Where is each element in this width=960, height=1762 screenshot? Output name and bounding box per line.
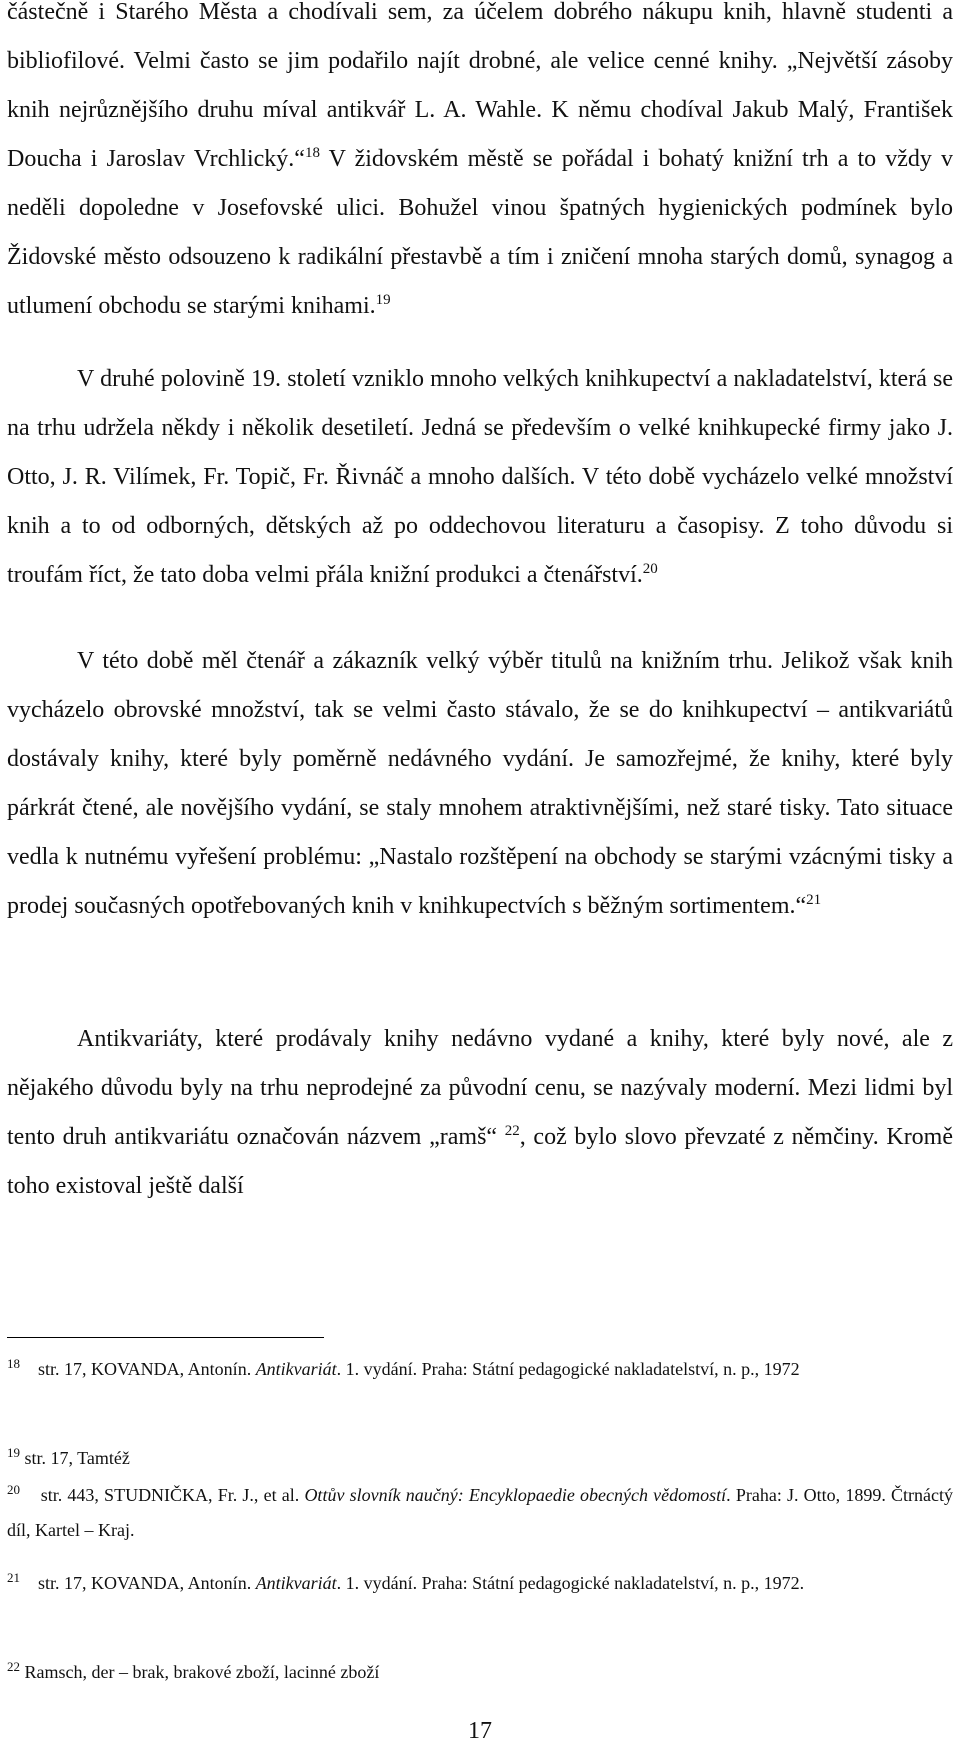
footnote-20-publisher: . Praha: J. Otto, 1899. Čtrnáctý díl, Kartel – Kraj.	[7, 1485, 953, 1540]
footnote-separator	[7, 1337, 324, 1338]
footnote-ref-18[interactable]: 18	[304, 145, 320, 161]
paragraph-1-text-a: částečně i Starého Města a chodívali sem, za účelem dobrého nákupu knih, hlavně studenti a bibliofilové. Velmi často se jim podařilo najít drobné, ale velice cenné knihy. „Největší zásoby knih nejrůznějšího druhu míval antikvář L. A. Wahle. K němu chodíval Jakub Malý, František Doucha i Jaroslav Vrchlický.“	[7, 0, 953, 172]
footnote-ref-21[interactable]: 21	[806, 892, 822, 908]
footnote-18-text: str. 17, KOVANDA, Antonín.	[38, 1359, 256, 1379]
footnote-22-text: Ramsch, der – brak, brakové zboží, lacinné zboží	[24, 1662, 380, 1682]
footnote-21-publisher: . 1. vydání. Praha: Státní pedagogické nakladatelství, n. p., 1972.	[336, 1573, 805, 1593]
footnote-22-number: 22	[7, 1659, 20, 1674]
footnote-21	[7, 1566, 953, 1601]
footnote-18-title: Antikvariát	[255, 1359, 337, 1379]
footnote-21-text: str. 17, KOVANDA, Antonín.	[38, 1573, 256, 1593]
footnote-21-number: 21	[7, 1570, 20, 1585]
paragraph-4-text-b: , což bylo slovo převzaté z němčiny. Kromě toho existoval ještě další	[7, 1124, 954, 1199]
footnote-ref-20[interactable]: 20	[642, 561, 658, 577]
footnote-18-number: 18	[7, 1356, 20, 1371]
footnote-21-title: Antikvariát	[255, 1573, 337, 1593]
paragraph-1-text-b: V židovském městě se pořádal i bohatý knižní trh a to vždy v neděli dopoledne v Josefovské ulici. Bohužel vinou špatných hygienických podmínek bylo Židovské město odsouzeno k radikální přestavbě a tím i zničení mnoha starých domů, synagog a utlumení obchodu se starými knihami.	[7, 146, 953, 319]
paragraph-2	[7, 355, 953, 600]
footnote-18	[7, 1352, 953, 1387]
paragraph-4-text-a: Antikvariáty, které prodávaly knihy nedávno vydané a knihy, které byly nové, ale z nějakého důvodu byly na trhu neprodejné za původní cenu, se nazývaly moderní. Mezi lidmi byl tento druh antikvariátu označován názvem „ramš“	[7, 1026, 953, 1150]
footnote-ref-19[interactable]: 19	[375, 292, 391, 308]
footnote-20-title: Ottův slovník naučný: Encyklopaedie obecných vědomostí	[304, 1485, 727, 1505]
footnote-20-text: str. 443, STUDNIČKA, Fr. J., et al.	[40, 1485, 305, 1505]
paragraph-3-text: V této době měl čtenář a zákazník velký výběr titulů na knižním trhu. Jelikož však knih vycházelo obrovské množství, tak se velmi často stávalo, že se do knihkupectví – antikvariátů dostávaly knihy, které byly poměrně nedávného vydání. Je samozřejmé, že knihy, které byly párkrát čtené, ale novějšího vydání, se staly mnohem atraktivnějšími, než staré tisky. Tato situace vedla k nutnému vyřešení problému: „Nastalo rozštěpení na obchody se starými vzácnými tisky a prodej současných opotřebovaných knih v knihkupectvích s běžným sortimentem.“	[7, 648, 953, 919]
footnote-18-publisher: . 1. vydání. Praha: Státní pedagogické nakladatelství, n. p., 1972	[336, 1359, 800, 1379]
footnote-19-text: str. 17, Tamtéž	[24, 1448, 130, 1468]
paragraph-3	[7, 637, 953, 931]
paragraph-2-text: V druhé polovině 19. století vzniklo mnoho velkých knihkupectví a nakladatelství, která se na trhu udržela někdy i několik desetiletí. Jedná se především o velké knihkupecké firmy jako J. Otto, J. R. Vilímek, Fr. Topič, Fr. Řivnáč a mnoho dalších. V této době vycházelo velké množství knih a to od odborných, dětských až po oddechovou literaturu a časopisy. Z toho důvodu si troufám říct, že tato doba velmi přála knižní produkci a čtenářství.	[7, 366, 953, 588]
footnote-ref-22[interactable]: 22	[504, 1123, 520, 1139]
footnote-22	[7, 1655, 953, 1690]
paragraph-4	[7, 1015, 953, 1211]
footnote-20-number: 20	[7, 1482, 20, 1497]
paragraph-1	[7, 0, 953, 331]
footnote-20	[7, 1478, 953, 1548]
footnote-19-number: 19	[7, 1445, 20, 1460]
page-number: 17	[468, 1718, 492, 1744]
footnote-19	[7, 1441, 953, 1476]
